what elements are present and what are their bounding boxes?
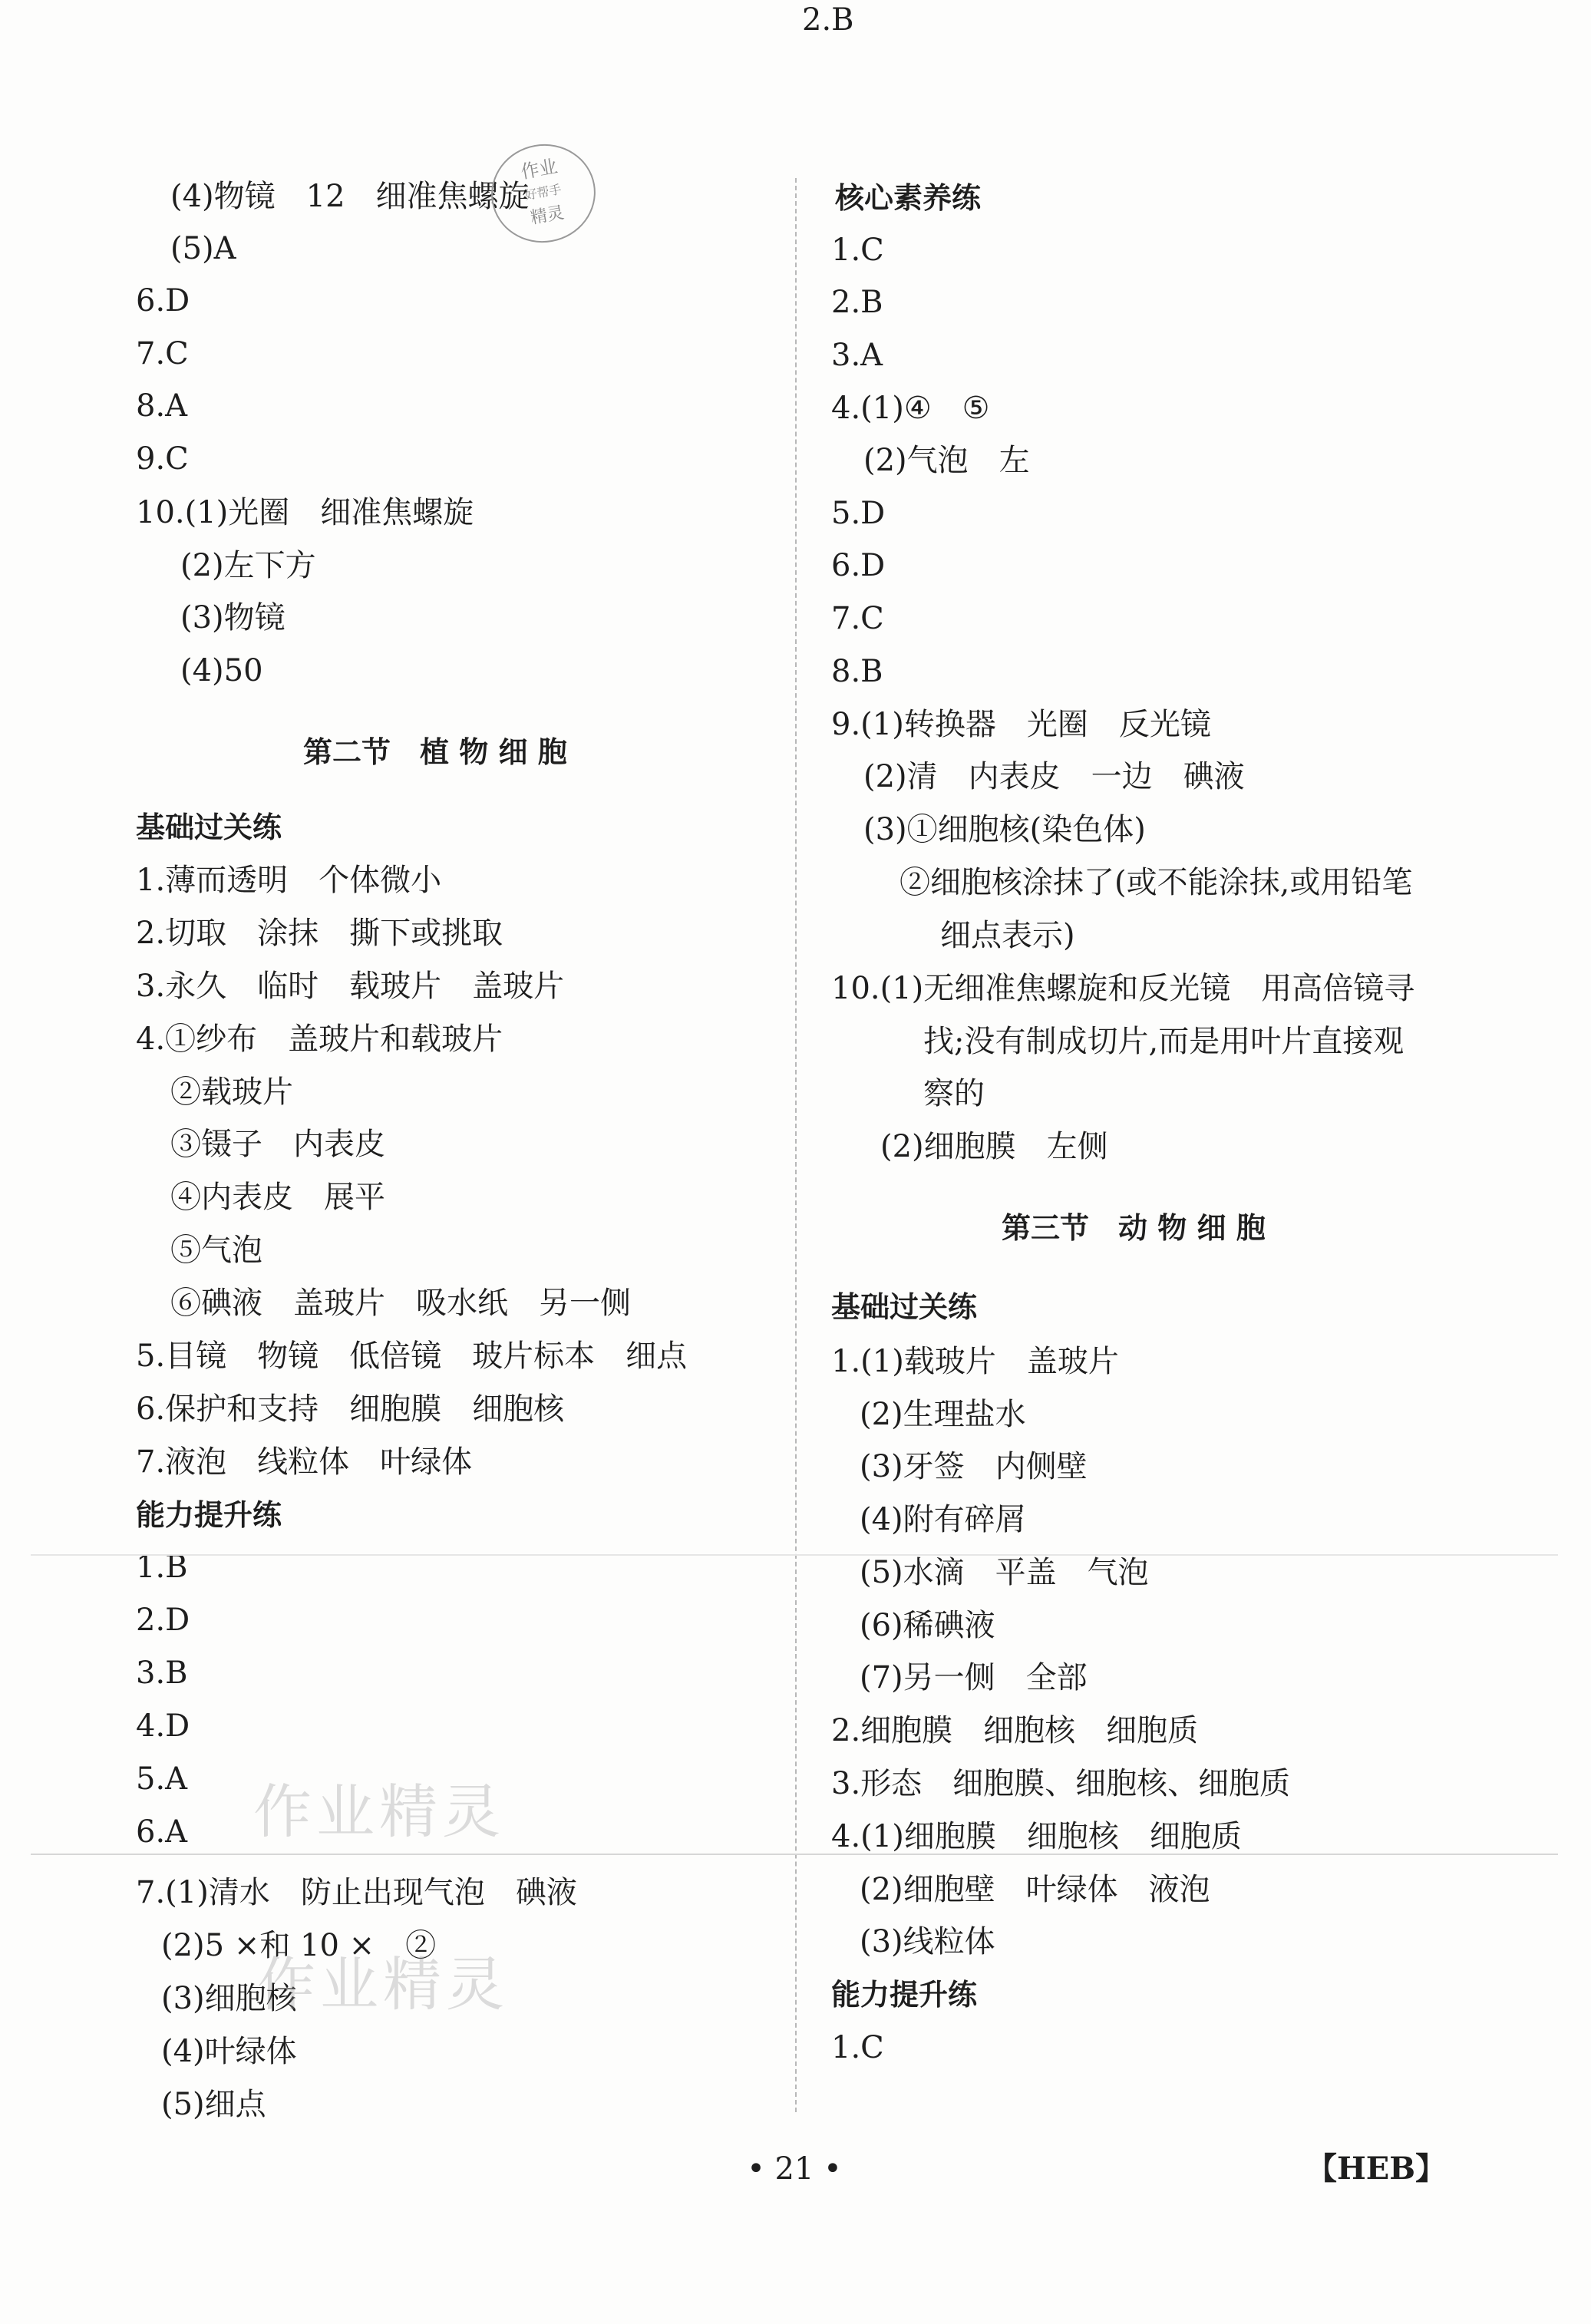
answer-line: 9.(1)转换器 光圈 反光镜 bbox=[831, 707, 1211, 742]
answer-line: 找;没有制成切片,而是用叶片直接观 bbox=[923, 1024, 1405, 1059]
answer-line: 2.细胞膜 细胞核 细胞质 bbox=[831, 1713, 1199, 1748]
answer-line: 6.D bbox=[831, 548, 886, 583]
answer-line: (4)物镜 12 细准焦螺旋 bbox=[170, 179, 530, 214]
section-heading: 能力提升练 bbox=[136, 1498, 282, 1532]
answer-line: 7.C bbox=[831, 601, 884, 636]
answer-line: 1.C bbox=[831, 233, 884, 268]
answer-line: 6.D bbox=[136, 283, 190, 319]
answer-line: 10.(1)无细准焦螺旋和反光镜 用高倍镜寻 bbox=[831, 971, 1415, 1006]
answer-line: ③镊子 内表皮 bbox=[170, 1127, 385, 1162]
answer-line: (2)细胞壁 叶绿体 液泡 bbox=[860, 1872, 1210, 1907]
answer-line: (3)细胞核 bbox=[161, 1981, 297, 2016]
answer-line: (7)另一侧 全部 bbox=[860, 1660, 1088, 1695]
answer-line: 1.薄而透明 个体微小 bbox=[136, 863, 442, 898]
scan-fold-line bbox=[31, 1854, 1558, 1855]
answer-line: ⑤气泡 bbox=[170, 1233, 262, 1268]
answer-line: (5)A bbox=[170, 231, 236, 266]
answer-line: ④内表皮 展平 bbox=[170, 1180, 385, 1215]
answer-line: 8.A bbox=[136, 388, 188, 424]
answer-line: (4)叶绿体 bbox=[161, 2034, 297, 2069]
answer-line: (2)气泡 左 bbox=[863, 443, 1030, 478]
answer-line: (3)物镜 bbox=[180, 600, 286, 635]
watermark-stamp-logo bbox=[484, 136, 603, 251]
answer-line: 8.B bbox=[831, 654, 883, 689]
answer-line: 3.B bbox=[136, 1656, 188, 1691]
answer-line: 10.(1)光圈 细准焦螺旋 bbox=[136, 495, 474, 530]
section-heading: 基础过关练 bbox=[136, 810, 282, 844]
answer-line: 4.(1)细胞膜 细胞核 细胞质 bbox=[831, 1819, 1242, 1854]
answer-line: (3)①细胞核(染色体) bbox=[863, 812, 1146, 847]
answer-line: 5.A bbox=[136, 1761, 188, 1797]
section-heading: 能力提升练 bbox=[831, 1978, 978, 2012]
answer-line: ⑥碘液 盖玻片 吸水纸 另一侧 bbox=[170, 1286, 631, 1321]
answer-line: (2)5 ×和 10 × ② bbox=[161, 1928, 437, 1963]
answer-line: ②载玻片 bbox=[170, 1075, 293, 1110]
answer-line: 1.C bbox=[831, 2030, 884, 2065]
watermark-text: 作业精灵 bbox=[257, 1950, 509, 2019]
answer-line: 5.目镜 物镜 低倍镜 玻片标本 细点 bbox=[136, 1339, 688, 1374]
stamp-text: 精灵 bbox=[529, 203, 566, 229]
answer-line: (2)左下方 bbox=[180, 548, 316, 583]
answer-line: 4.①纱布 盖玻片和载玻片 bbox=[136, 1022, 503, 1057]
section-heading: 基础过关练 bbox=[831, 1290, 978, 1324]
answer-line: 3.A bbox=[831, 338, 883, 373]
answer-line: (3)线粒体 bbox=[860, 1924, 995, 1959]
answer-line: 6.A bbox=[136, 1814, 188, 1850]
answer-line: 3.永久 临时 载玻片 盖玻片 bbox=[136, 969, 565, 1004]
column-divider bbox=[795, 178, 797, 2112]
answer-line: (5)水滴 平盖 气泡 bbox=[860, 1555, 1149, 1590]
answer-line: 7.C bbox=[136, 336, 189, 371]
answer-line: ②细胞核涂抹了(或不能涂抹,或用铅笔 bbox=[899, 865, 1413, 900]
answer-line: 4.(1)④ ⑤ bbox=[831, 391, 990, 426]
chapter-title: 第二节 植 物 细 胞 bbox=[303, 735, 567, 769]
stamp-text: 好帮手 bbox=[523, 181, 563, 203]
page-number: • 21 • bbox=[747, 2151, 842, 2187]
answer-line: (4)50 bbox=[180, 653, 263, 688]
answer-line: 4.D bbox=[136, 1708, 190, 1744]
answer-line: 5.D bbox=[831, 496, 886, 531]
answer-line: 察的 bbox=[923, 1076, 985, 1111]
answer-line: (6)稀碘液 bbox=[860, 1608, 995, 1643]
answer-line: (3)牙签 内侧壁 bbox=[860, 1449, 1088, 1484]
answer-line: 2.B bbox=[831, 285, 883, 320]
answer-line: 2.B bbox=[802, 2, 854, 38]
answer-line: 2.D bbox=[136, 1603, 190, 1638]
answer-line: 7.(1)清水 防止出现气泡 碘液 bbox=[136, 1875, 577, 1910]
answer-line: 细点表示) bbox=[940, 918, 1075, 953]
answer-line: 7.液泡 线粒体 叶绿体 bbox=[136, 1444, 473, 1480]
answer-line: (2)生理盐水 bbox=[860, 1397, 1026, 1432]
answer-line: 1.B bbox=[136, 1550, 188, 1585]
answer-line: (2)细胞膜 左侧 bbox=[880, 1129, 1108, 1164]
answer-line: 6.保护和支持 细胞膜 细胞核 bbox=[136, 1391, 565, 1427]
stamp-text: 作业 bbox=[519, 155, 559, 183]
brand-mark: 【HEB】 bbox=[1306, 2151, 1447, 2187]
answer-line: (4)附有碎屑 bbox=[860, 1502, 1026, 1537]
watermark-text: 作业精灵 bbox=[253, 1778, 505, 1846]
scan-fold-line bbox=[31, 1554, 1558, 1556]
answer-line: 2.切取 涂抹 撕下或挑取 bbox=[136, 916, 503, 951]
answer-line: (5)细点 bbox=[161, 2087, 266, 2122]
chapter-title: 第三节 动 物 细 胞 bbox=[1002, 1211, 1266, 1245]
answer-line: 3.形态 细胞膜、细胞核、细胞质 bbox=[831, 1766, 1291, 1801]
answer-line: (2)清 内表皮 一边 碘液 bbox=[863, 759, 1245, 794]
answer-line: 9.C bbox=[136, 441, 189, 477]
answer-line: 1.(1)载玻片 盖玻片 bbox=[831, 1344, 1119, 1379]
section-heading: 核心素养练 bbox=[835, 181, 982, 215]
